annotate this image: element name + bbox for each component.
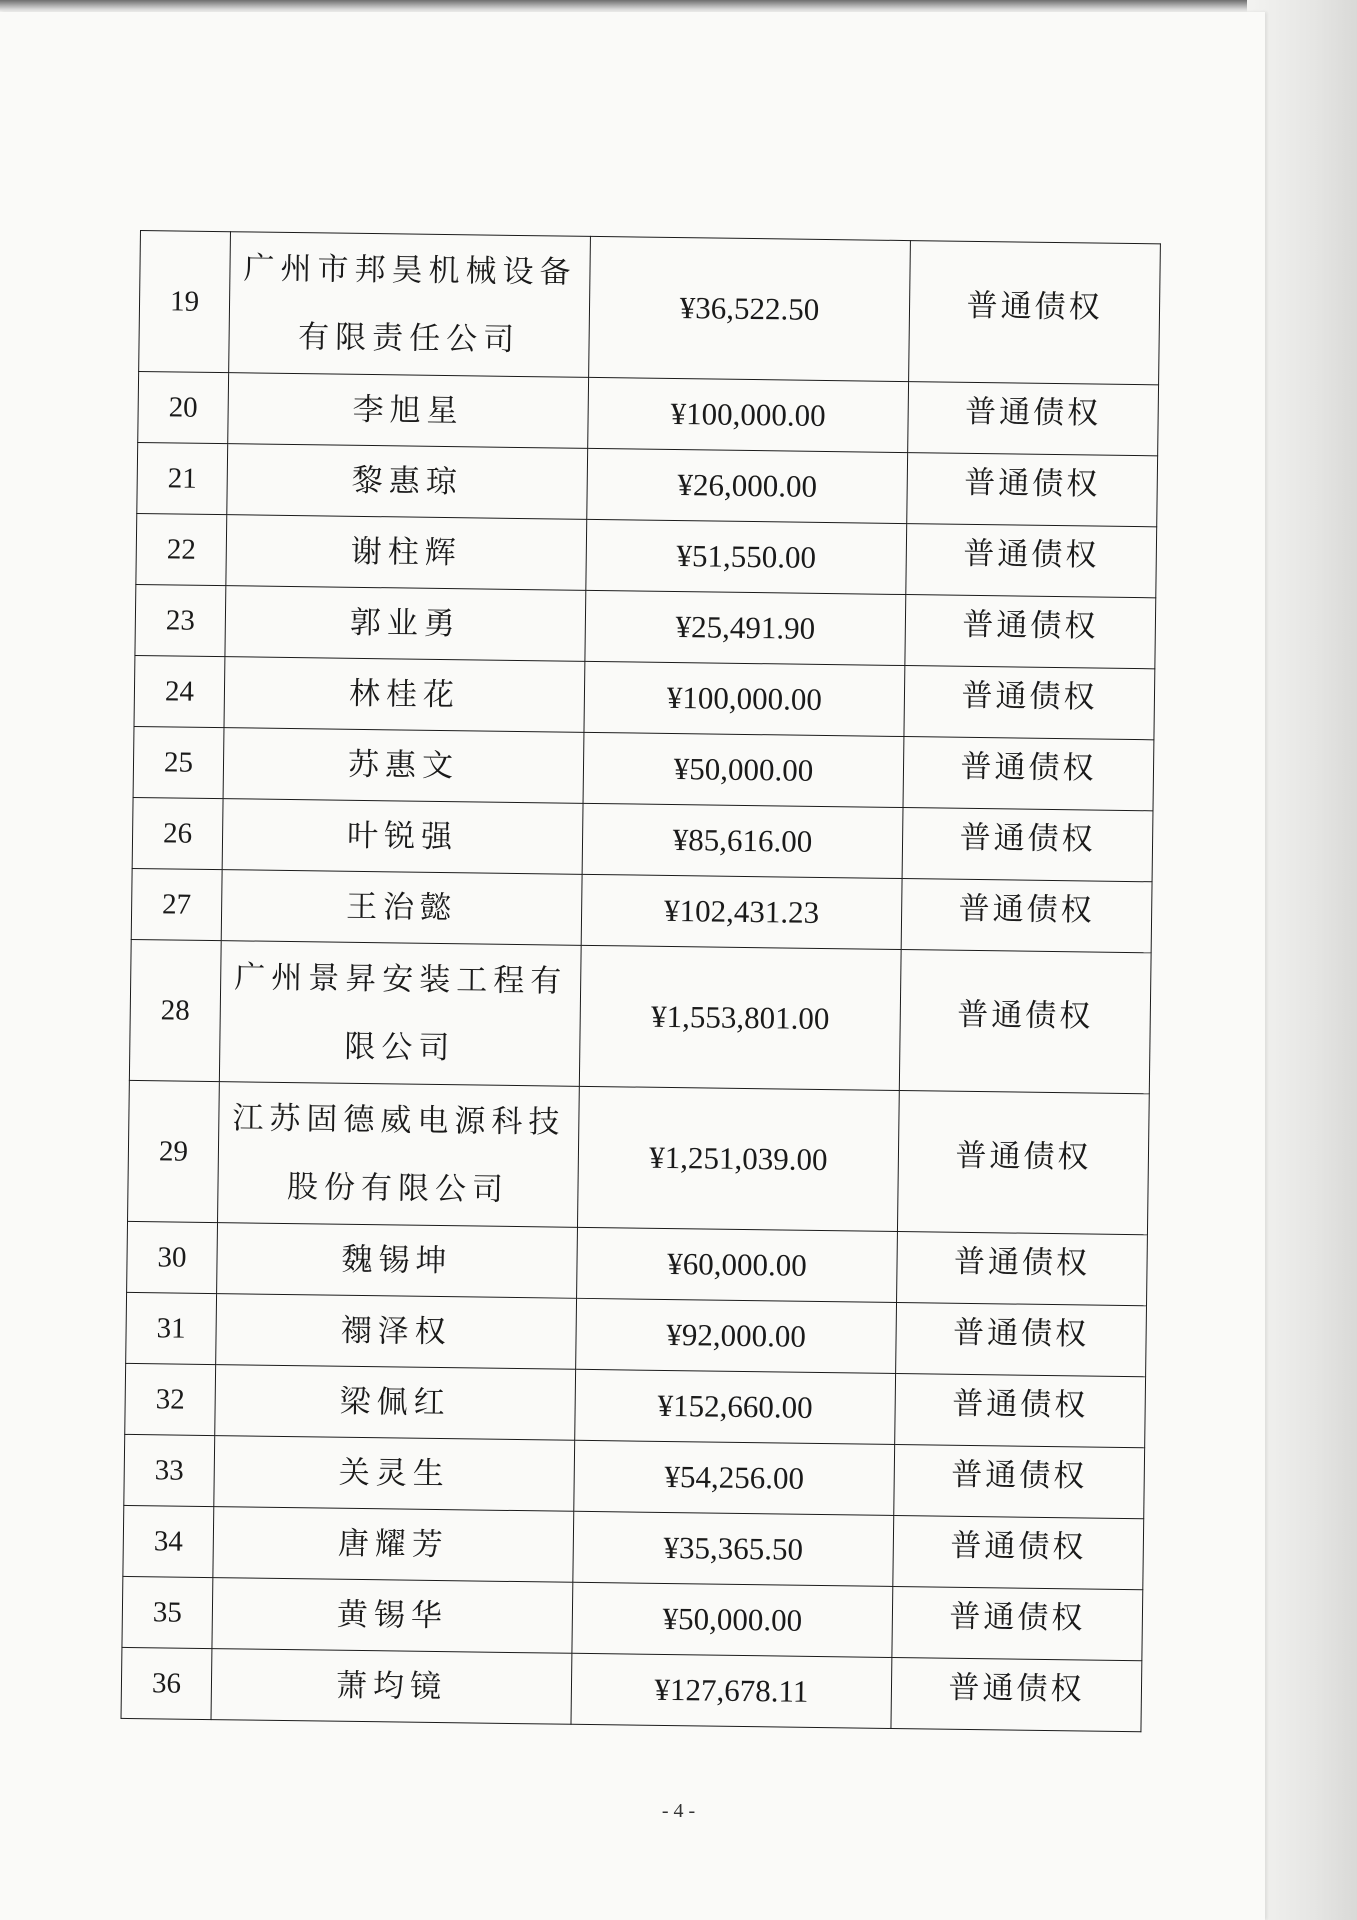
- claim-type-cell: [905, 595, 1156, 669]
- table-row: [121, 1647, 1142, 1731]
- claim-amount: ¥60,000.00: [577, 1227, 898, 1302]
- claim-type-cell: [891, 1657, 1142, 1731]
- creditor-name: 黎惠琼: [227, 444, 588, 520]
- row-number: 30: [127, 1221, 218, 1293]
- claim-amount: ¥50,000.00: [583, 732, 904, 807]
- claim-amount: ¥152,660.00: [575, 1369, 896, 1444]
- claim-type-cell: [904, 666, 1155, 740]
- claim-amount: ¥102,431.23: [581, 874, 902, 949]
- claim-type: 普通债权: [961, 677, 1098, 716]
- creditor-name: 梁佩红: [215, 1365, 576, 1441]
- claim-type-cell: [896, 1302, 1147, 1376]
- creditor-name: 江苏固德威电源科技股份有限公司: [218, 1082, 580, 1228]
- table-row: [129, 939, 1151, 1093]
- claim-type: 普通债权: [964, 464, 1101, 503]
- page-number: - 4 -: [661, 1800, 696, 1822]
- claim-type-cell: [909, 241, 1161, 385]
- claim-type: 普通债权: [958, 890, 1095, 929]
- table-row: [126, 1292, 1147, 1376]
- table-row: [125, 1363, 1146, 1447]
- table-row: [128, 1080, 1150, 1234]
- table-row: [133, 726, 1154, 810]
- creditor-name: 唐耀芳: [213, 1507, 574, 1583]
- claim-type-cell: [908, 382, 1159, 456]
- claim-type: 普通债权: [964, 393, 1102, 432]
- row-number: 35: [122, 1576, 213, 1648]
- row-number: 28: [129, 939, 221, 1081]
- claim-type-cell: [907, 453, 1158, 527]
- claim-type-cell: [895, 1373, 1146, 1447]
- claim-amount: ¥51,550.00: [586, 519, 907, 594]
- row-number: 24: [134, 655, 225, 727]
- table-row: [137, 442, 1158, 526]
- claim-amount: ¥25,491.90: [585, 590, 906, 665]
- claim-type: 普通债权: [960, 748, 1097, 787]
- claim-amount: ¥100,000.00: [588, 377, 909, 452]
- creditor-name: 广州市邦昊机械设备有限责任公司: [229, 232, 591, 378]
- row-number: 34: [123, 1505, 214, 1577]
- creditor-name: 林桂花: [224, 657, 585, 733]
- row-number: 25: [133, 726, 224, 798]
- claim-amount: ¥1,251,039.00: [577, 1086, 899, 1231]
- creditor-name: 王治懿: [221, 870, 582, 946]
- claim-amount: ¥26,000.00: [587, 448, 908, 523]
- claim-amount: ¥100,000.00: [584, 661, 905, 736]
- table-row: [139, 231, 1161, 385]
- table-row: [132, 797, 1153, 881]
- creditor-name: 叶锐强: [222, 799, 583, 875]
- claim-type-cell: [893, 1515, 1144, 1589]
- claim-type: 普通债权: [955, 1137, 1092, 1176]
- row-number: 22: [136, 513, 227, 585]
- row-number: 31: [126, 1292, 217, 1364]
- table-row: [131, 868, 1152, 952]
- claim-type: 普通债权: [951, 1385, 1089, 1424]
- creditor-name: 苏惠文: [223, 728, 584, 804]
- row-number: 26: [132, 797, 223, 869]
- claim-amount: ¥50,000.00: [572, 1582, 893, 1657]
- claim-type: 普通债权: [949, 1598, 1086, 1636]
- row-number: 19: [139, 231, 231, 373]
- creditor-name: 广州景昇安装工程有限公司: [219, 941, 581, 1087]
- row-number: 23: [135, 584, 226, 656]
- claim-type-cell: [894, 1444, 1145, 1518]
- claim-type-cell: [906, 524, 1157, 598]
- creditor-name: 禤泽权: [216, 1294, 577, 1370]
- table-body: [121, 231, 1160, 1732]
- claim-type: 普通债权: [953, 1243, 1091, 1282]
- claim-amount: ¥36,522.50: [589, 236, 911, 381]
- claim-type: 普通债权: [952, 1314, 1090, 1353]
- creditor-name: 黄锡华: [212, 1578, 573, 1654]
- row-number: 20: [138, 371, 229, 443]
- claim-type-cell: [903, 737, 1154, 811]
- table-row: [134, 655, 1155, 739]
- row-number: 36: [121, 1647, 212, 1719]
- claim-type: 普通债权: [957, 996, 1094, 1035]
- creditor-name: 李旭星: [228, 373, 589, 449]
- claim-type: 普通债权: [950, 1527, 1087, 1565]
- table-row: [135, 584, 1156, 668]
- creditor-name: 魏锡坤: [217, 1223, 578, 1299]
- claim-type: 普通债权: [966, 287, 1103, 326]
- claim-type-cell: [899, 950, 1151, 1094]
- row-number: 33: [124, 1434, 215, 1506]
- claim-type: 普通债权: [951, 1456, 1088, 1495]
- claim-amount: ¥35,365.50: [573, 1511, 894, 1586]
- row-number: 32: [125, 1363, 216, 1435]
- claim-type: 普通债权: [962, 606, 1099, 645]
- creditor-name: 郭业勇: [225, 586, 586, 662]
- claim-type: 普通债权: [963, 535, 1100, 574]
- claim-amount: ¥54,256.00: [574, 1440, 895, 1515]
- row-number: 29: [128, 1080, 220, 1222]
- table-row: [124, 1434, 1145, 1518]
- table-row: [122, 1576, 1143, 1660]
- claim-type-cell: [901, 879, 1152, 953]
- creditor-name: 谢柱辉: [226, 515, 587, 591]
- row-number: 21: [137, 442, 228, 514]
- claim-amount: ¥1,553,801.00: [579, 945, 901, 1090]
- creditor-claims-table: [121, 230, 1161, 1732]
- claim-type-cell: [897, 1232, 1148, 1306]
- creditor-name: 关灵生: [214, 1436, 575, 1512]
- scan-top-edge: [0, 0, 1357, 12]
- claim-amount: ¥85,616.00: [582, 803, 903, 878]
- claim-type-cell: [892, 1586, 1143, 1660]
- claim-amount: ¥92,000.00: [576, 1298, 897, 1373]
- creditor-name: 萧均镜: [211, 1649, 572, 1725]
- table-row: [136, 513, 1157, 597]
- claim-type: 普通债权: [948, 1669, 1085, 1707]
- claim-type-cell: [902, 808, 1153, 882]
- claim-amount: ¥127,678.11: [571, 1653, 892, 1728]
- table-row: [123, 1505, 1144, 1589]
- table-row: [127, 1221, 1148, 1305]
- claim-type-cell: [897, 1091, 1149, 1235]
- table-row: [138, 371, 1159, 455]
- row-number: 27: [131, 868, 222, 940]
- claim-type: 普通债权: [959, 819, 1096, 858]
